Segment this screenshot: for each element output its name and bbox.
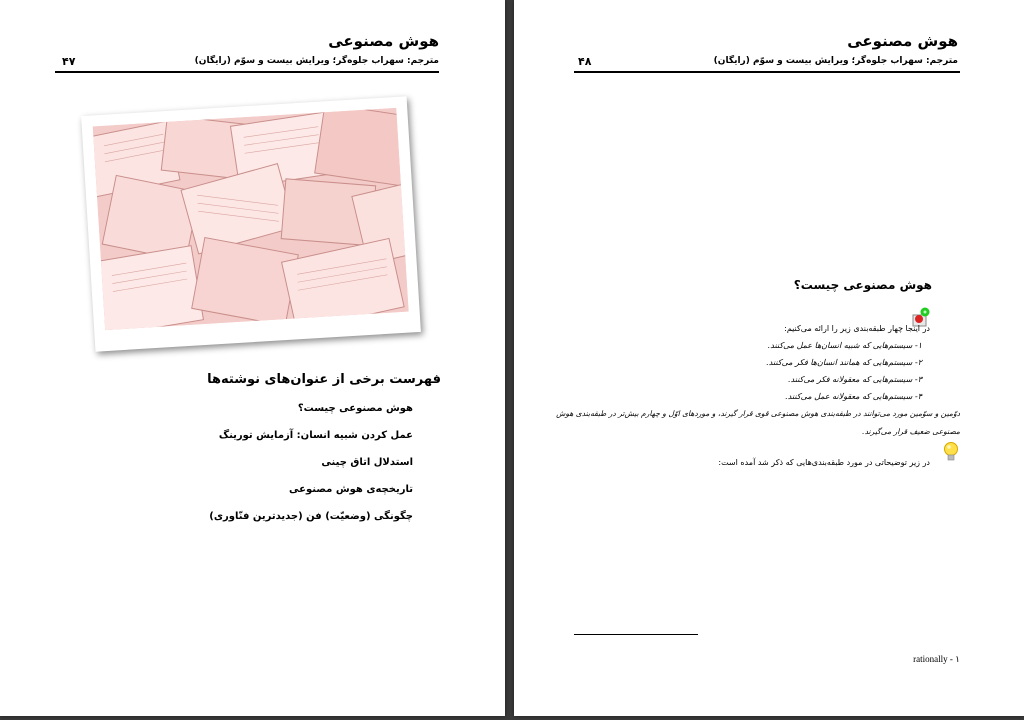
running-title: هوش مصنوعی (328, 32, 439, 50)
category-item: ۲- سیستم‌هایی که همانند انسان‌ها فکر می‌کنند. (766, 358, 922, 367)
books-photo (81, 96, 421, 351)
books-illustration (93, 108, 409, 330)
page-48 (514, 0, 1024, 716)
intro-text: در اینجا چهار طبقه‌بندی زیر را ارائه می‌کنیم: (784, 324, 930, 333)
toc-heading: فهرست برخی از عنوان‌های نوشته‌ها (207, 372, 441, 387)
books-image (93, 108, 409, 330)
toc-item[interactable]: عمل کردن شبیه انسان: آزمایش تورینگ (218, 430, 413, 441)
toc-item[interactable]: استدلال اتاق چینی (321, 457, 413, 468)
paragraph-line: مصنوعی ضعیف قرار می‌گیرند. (862, 427, 960, 436)
translator-line: مترجم: سهراب جلوه‌گر؛ ویرایش بیست و سوّم (رایگان) (713, 56, 958, 66)
footnote-rule (574, 634, 698, 635)
section-heading: هوش مصنوعی چیست؟ (793, 278, 932, 292)
note-text: در زیر توضیحاتی در مورد طبقه‌بندی‌هایی که ذکر شد آمده است: (718, 458, 930, 467)
toc-item[interactable]: چگونگی (وضعیّت) فن (جدیدترین فنّاوری) (209, 511, 413, 522)
paragraph-line: دوّمین و سوّمین مورد می‌توانند در طبقه‌بندی هوش مصنوعی قوی قرار گیرند، و موردهای اوّل و چهارم بیش‌تر در طبقه‌بندی هوش (556, 409, 960, 418)
category-item: ۳- سیستم‌هایی که معقولانه فکر می‌کنند. (788, 375, 922, 384)
translator-line: مترجم: سهراب جلوه‌گر؛ ویرایش بیست و سوّم (رایگان) (194, 56, 439, 66)
lightbulb-icon (940, 441, 962, 463)
page-number: ۴۸ (578, 55, 592, 68)
page-47 (0, 0, 505, 716)
running-title: هوش مصنوعی (847, 32, 958, 50)
toc-item[interactable]: تاریخچه‌ی هوش مصنوعی (289, 484, 413, 495)
header-rule (574, 71, 960, 73)
category-item: ۴- سیستم‌هایی که معقولانه عمل می‌کنند. (785, 392, 922, 401)
toc-list (209, 402, 413, 537)
category-item: ۱- سیستم‌هایی که شبیه انسان‌ها عمل می‌کنند. (767, 341, 922, 350)
header-rule (55, 71, 439, 73)
footnote: rationally - ۱ (913, 654, 960, 664)
page-number: ۴۷ (62, 55, 76, 68)
toc-item[interactable]: هوش مصنوعی چیست؟ (297, 403, 413, 414)
